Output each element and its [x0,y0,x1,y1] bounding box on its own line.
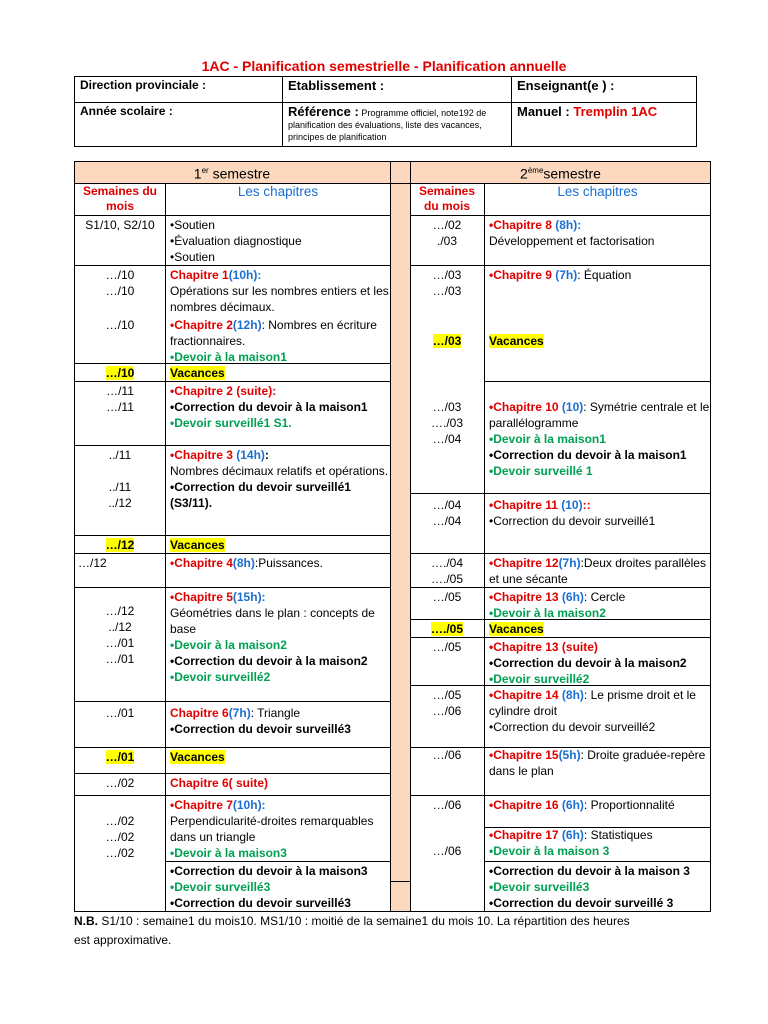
s1-row1-content: •Soutien •Évaluation diagnostique •Soutien [170,218,302,264]
s2-row14-content: •Correction du devoir à la maison 3 •Devoir surveillé3 •Correction du devoir surveillé 3 [489,864,690,910]
s2-row11-content: •Chapitre 15(5h): Droite graduée-repère dans le plan [489,748,706,778]
s2-row13-content: •Chapitre 17 (6h): Statistiques •Devoir à la maison 3 [489,828,653,858]
s1-row9-content: •Chapitre 5(15h): Géométries dans le plan : concepts de base •Devoir à la maison2 •Correction du devoir à la maison2 •Devoir surveillé2 [170,590,375,684]
s2-row7-weeks: …/05 [432,590,462,604]
s1-row3-weeks: …/10 [105,318,135,332]
s2-row3-weeks: …/03 [432,334,462,348]
semestre2-title: 2èmesemestre [520,165,601,182]
s2-row12-weeks: …/06 [432,798,462,812]
s2-row11-weeks: …/06 [432,748,462,762]
s2-row1-content: •Chapitre 8 (8h): Développement et factorisation [489,218,655,248]
s2-row5-weeks: …/04 …/04 [432,498,462,528]
s1-row5-content: •Chapitre 2 (suite): •Correction du devoir à la maison1 •Devoir surveillé1 S1. [170,384,368,430]
s2-row2-content: •Chapitre 9 (7h): Équation [489,268,632,282]
s1-row5-weeks: …/11 …/11 [106,384,134,414]
s1-row1-weeks: S1/10, S2/10 [85,218,155,232]
s1-row2-content: Chapitre 1(10h): Opérations sur les nombres entiers et les nombres décimaux. [170,268,389,314]
s2-row10-weeks: …/05 …/06 [432,688,462,718]
s2-row2-weeks: …/03 …/03 [432,268,462,298]
enseignant-cell: Enseignant(e ) : [512,77,697,103]
direction-cell: Direction provinciale : [75,77,283,103]
s2-row9-content: •Chapitre 13 (suite) •Correction du devoir à la maison2 •Devoir surveillé2 [489,640,687,686]
s1-row7-weeks: …/12 [105,538,135,552]
semestre1-title: 1er semestre [193,165,271,182]
s1-row6-weeks: ../11 ../11 ../12 [108,448,132,510]
s2-row3-content: Vacances [489,334,544,348]
s2-row4-weeks: …/03 …./03 …/04 [430,400,463,446]
s1-row13-content: •Chapitre 7(10h): Perpendicularité-droites remarquables dans un triangle •Devoir à la maison3 [170,798,374,860]
s1-row8-weeks: …/12 [78,556,107,570]
s2-row1-weeks: …/02 ./03 [432,218,462,248]
s1-row12-content: Chapitre 6( suite) [170,776,269,790]
planning-table [74,161,711,912]
s1-row4-weeks: …/10 [105,366,135,380]
s2-row4-content: •Chapitre 10 (10): Symétrie centrale et le parallélogramme •Devoir à la maison1 •Correction du devoir à la maison1 •Devoir surveillé 1 [489,400,710,478]
s2-row10-content: •Chapitre 14 (8h): Le prisme droit et le cylindre droit •Correction du devoir surveillé2 [489,688,696,734]
annee-cell: Année scolaire : [75,103,283,147]
page-title: 1AC - Planification semestrielle - Planification annuelle [201,58,567,74]
s2-row9-weeks: …/05 [432,640,462,654]
s1-row10-weeks: …/01 [105,706,135,720]
s1-row11-weeks: …/01 [105,750,135,764]
s1-row13-weeks: …/02 …/02 …/02 [105,814,135,860]
s1-row14-content: •Correction du devoir à la maison3 •Devoir surveillé3 •Correction du devoir surveillé3 [170,864,368,910]
s1-row4-content: Vacances [170,366,225,380]
s2-row8-weeks: …./05 [430,622,463,636]
col-chapitres-s2: Les chapitres [557,184,638,199]
s2-row6-content: •Chapitre 12(7h):Deux droites parallèles et une sécante [489,556,706,586]
s2-row13-weeks: …/06 [432,844,462,858]
footnote: N.B. S1/10 : semaine1 du mois10. MS1/10 : moitié de la semaine1 du mois 10. La répartition des heures est approximative. [74,914,630,947]
manuel-cell: Manuel : Tremplin 1AC [512,103,697,147]
s2-row8-content: Vacances [489,622,544,636]
etablissement-cell: Etablissement : [283,77,512,103]
s1-row7-content: Vacances [170,538,225,552]
s2-row5-content: •Chapitre 11 (10):: •Correction du devoir surveillé1 [489,498,656,528]
s1-row9-weeks: …/12 ../12 …/01 …/01 [105,604,135,666]
s1-row3-content: •Chapitre 2(12h): Nombres en écriture fractionnaires. •Devoir à la maison1 [170,318,377,364]
s1-row6-content: •Chapitre 3 (14h): Nombres décimaux relatifs et opérations. •Correction du devoir surveillé1 (S3/11). [170,448,389,510]
s2-row7-content: •Chapitre 13 (6h): Cercle •Devoir à la maison2 [489,590,626,620]
s1-row2-weeks: …/10 …/10 [105,268,135,298]
s1-row10-content: Chapitre 6(7h): Triangle •Correction du devoir surveillé3 [170,706,351,736]
s1-row8-content: •Chapitre 4(8h):Puissances. [170,556,323,570]
reference-cell: Référence : Programme officiel, note192 de planification des évaluations, liste des vacances, principes de planification [283,103,512,147]
col-semaines-s1: Semaines du mois [82,184,158,213]
col-chapitres-s1: Les chapitres [237,184,319,199]
col-semaines-s2: Semaines du mois [418,184,476,213]
s2-row12-content: •Chapitre 16 (6h): Proportionnalité [489,798,675,812]
s1-row11-content: Vacances [170,750,225,764]
s2-row6-weeks: …./04 …./05 [430,556,463,586]
s1-row12-weeks: …/02 [105,776,135,790]
header-table [74,76,697,147]
